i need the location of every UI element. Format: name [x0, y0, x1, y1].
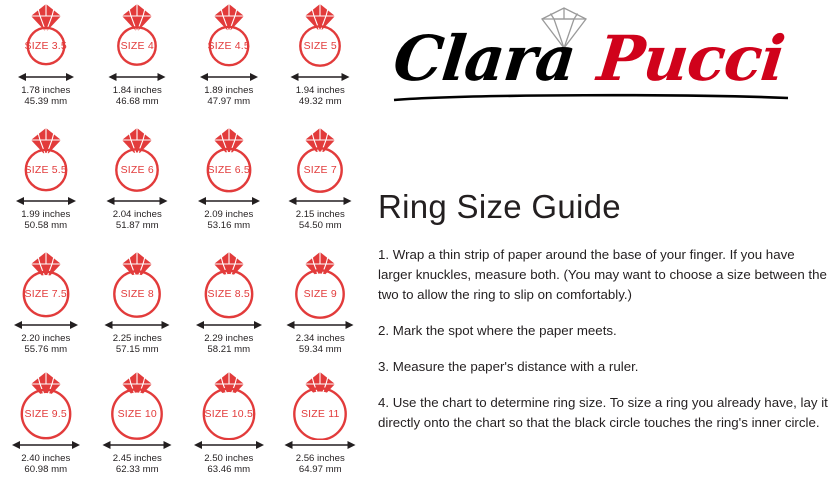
- ring-illustration: [189, 126, 269, 196]
- ring-size-label: SIZE 3.5: [24, 40, 67, 52]
- measurement-mm: 46.68 mm: [115, 96, 159, 108]
- measurement-inches: 2.40 inches: [21, 453, 71, 464]
- measurement-inches: 2.25 inches: [112, 333, 162, 344]
- ring-size-cell: [275, 248, 367, 366]
- diameter-arrow-icon: [98, 438, 176, 452]
- ring-size-label: SIZE 5.5: [24, 164, 67, 176]
- ring-size-label: SIZE 10: [117, 408, 157, 420]
- measurement-mm: 51.87 mm: [115, 220, 159, 232]
- ring-size-cell: [183, 0, 275, 118]
- ring-illustration: [97, 126, 177, 196]
- ring-illustration: [189, 250, 269, 320]
- diameter-arrow-icon: [7, 194, 85, 208]
- measurement-mm: 60.98 mm: [24, 464, 68, 476]
- ring-size-label: SIZE 9: [303, 288, 337, 300]
- diameter-arrow-icon: [190, 318, 268, 332]
- ring-size-cell: [275, 124, 367, 242]
- brand-name-first: Clara: [390, 22, 579, 95]
- brand-logo: [376, 6, 796, 102]
- ring-measurement: [204, 85, 253, 108]
- diameter-arrow-icon: [281, 318, 359, 332]
- ring-measurement: [113, 333, 162, 356]
- measurement-inches: 2.15 inches: [295, 209, 345, 220]
- ring-size-cell: [0, 368, 92, 486]
- diameter-arrow-icon: [7, 438, 85, 452]
- ring-size-label: SIZE 10.5: [204, 408, 253, 420]
- diameter-arrow-icon: [281, 438, 359, 452]
- diameter-arrow-icon: [281, 194, 359, 208]
- diameter-arrow-icon: [190, 438, 268, 452]
- measurement-mm: 47.97 mm: [207, 96, 251, 108]
- measurement-mm: 64.97 mm: [298, 464, 342, 476]
- ring-measurement: [21, 453, 70, 476]
- measurement-inches: 1.78 inches: [21, 85, 71, 96]
- ring-measurement: [296, 209, 345, 232]
- ring-illustration: [97, 2, 177, 72]
- ring-size-label: SIZE 7: [303, 164, 337, 176]
- instruction-step: 2. Mark the spot where the paper meets.: [378, 323, 617, 338]
- diameter-arrow-icon: [7, 70, 85, 84]
- measurement-mm: 45.39 mm: [24, 96, 68, 108]
- ring-size-label: SIZE 6: [120, 164, 154, 176]
- ring-size-cell: [92, 368, 184, 486]
- measurement-inches: 2.50 inches: [204, 453, 254, 464]
- logo-underline: [392, 90, 790, 98]
- brand-name-second: Pucci: [594, 22, 788, 95]
- ring-size-label: SIZE 8.5: [207, 288, 250, 300]
- ring-size-label: SIZE 11: [300, 408, 340, 420]
- measurement-inches: 2.20 inches: [21, 333, 71, 344]
- measurement-inches: 1.89 inches: [204, 85, 254, 96]
- ring-size-label: SIZE 9.5: [24, 408, 67, 420]
- ring-size-label: SIZE 5: [303, 40, 337, 52]
- measurement-inches: 2.45 inches: [112, 453, 162, 464]
- measurement-inches: 2.56 inches: [295, 453, 345, 464]
- ring-size-cell: [0, 0, 92, 118]
- instruction-step: 1. Wrap a thin strip of paper around the base of your finger. If you have larger knuckles, measure both. (You may want to choose a size between the two to allow the ring to slip on comfortably.): [378, 247, 827, 302]
- page-title: Ring Size Guide: [378, 188, 621, 225]
- ring-size-cell: [183, 368, 275, 486]
- ring-size-label: SIZE 7.5: [24, 288, 67, 300]
- measurement-mm: 58.21 mm: [207, 344, 251, 356]
- ring-size-label: SIZE 8: [120, 288, 154, 300]
- measurement-mm: 54.50 mm: [298, 220, 342, 232]
- measurement-inches: 2.29 inches: [204, 333, 254, 344]
- diameter-arrow-icon: [281, 70, 359, 84]
- measurement-mm: 55.76 mm: [24, 344, 68, 356]
- diameter-arrow-icon: [98, 70, 176, 84]
- ring-illustration: [97, 370, 177, 440]
- diameter-arrow-icon: [7, 318, 85, 332]
- measurement-inches: 1.94 inches: [295, 85, 345, 96]
- measurement-mm: 49.32 mm: [298, 96, 342, 108]
- ring-size-cell: [92, 248, 184, 366]
- measurement-mm: 63.46 mm: [207, 464, 251, 476]
- measurement-mm: 62.33 mm: [115, 464, 159, 476]
- ring-size-label: SIZE 4.5: [207, 40, 250, 52]
- ring-illustration: [280, 2, 360, 72]
- ring-measurement: [113, 209, 162, 232]
- ring-illustration: [6, 370, 86, 440]
- measurement-inches: 2.04 inches: [112, 209, 162, 220]
- ring-measurement: [204, 333, 253, 356]
- diameter-arrow-icon: [190, 70, 268, 84]
- ring-measurement: [113, 85, 162, 108]
- ring-size-label: SIZE 4: [120, 40, 154, 52]
- ring-size-cell: [92, 124, 184, 242]
- ring-measurement: [296, 85, 345, 108]
- ring-measurement: [296, 453, 345, 476]
- ring-size-cell: [275, 0, 367, 118]
- instruction-step: 3. Measure the paper's distance with a ruler.: [378, 359, 639, 374]
- measurement-inches: 2.34 inches: [295, 333, 345, 344]
- diameter-arrow-icon: [98, 318, 176, 332]
- ring-measurement: [21, 209, 70, 232]
- ring-size-cell: [275, 368, 367, 486]
- diameter-arrow-icon: [98, 194, 176, 208]
- measurement-mm: 59.34 mm: [298, 344, 342, 356]
- measurement-inches: 1.99 inches: [21, 209, 71, 220]
- ring-illustration: [280, 126, 360, 196]
- ring-illustration: [6, 2, 86, 72]
- ring-size-cell: [183, 248, 275, 366]
- measurement-mm: 57.15 mm: [115, 344, 159, 356]
- measurement-inches: 1.84 inches: [112, 85, 162, 96]
- ring-measurement: [204, 209, 253, 232]
- measurement-inches: 2.09 inches: [204, 209, 254, 220]
- ring-illustration: [6, 250, 86, 320]
- ring-illustration: [6, 126, 86, 196]
- ring-illustration: [189, 2, 269, 72]
- ring-measurement: [21, 333, 70, 356]
- guide-panel: [366, 0, 839, 501]
- ring-illustration: [280, 250, 360, 320]
- ring-size-cell: [183, 124, 275, 242]
- ring-size-label: SIZE 6.5: [207, 164, 250, 176]
- ring-measurement: [21, 85, 70, 108]
- ring-illustration: [280, 370, 360, 440]
- ring-illustration: [189, 370, 269, 440]
- ring-measurement: [296, 333, 345, 356]
- measurement-mm: 50.58 mm: [24, 220, 68, 232]
- ring-size-cell: [0, 124, 92, 242]
- ring-illustration: [97, 250, 177, 320]
- ring-size-cell: [0, 248, 92, 366]
- instruction-list: [378, 245, 830, 449]
- ring-size-cell: [92, 0, 184, 118]
- measurement-mm: 53.16 mm: [207, 220, 251, 232]
- ring-measurement: [204, 453, 253, 476]
- diameter-arrow-icon: [190, 194, 268, 208]
- ring-measurement: [113, 453, 162, 476]
- instruction-step: 4. Use the chart to determine ring size. To size a ring you already have, lay it directly onto the chart so that the black circle touches the ring's inner circle.: [378, 395, 828, 430]
- ring-size-chart: [0, 0, 366, 501]
